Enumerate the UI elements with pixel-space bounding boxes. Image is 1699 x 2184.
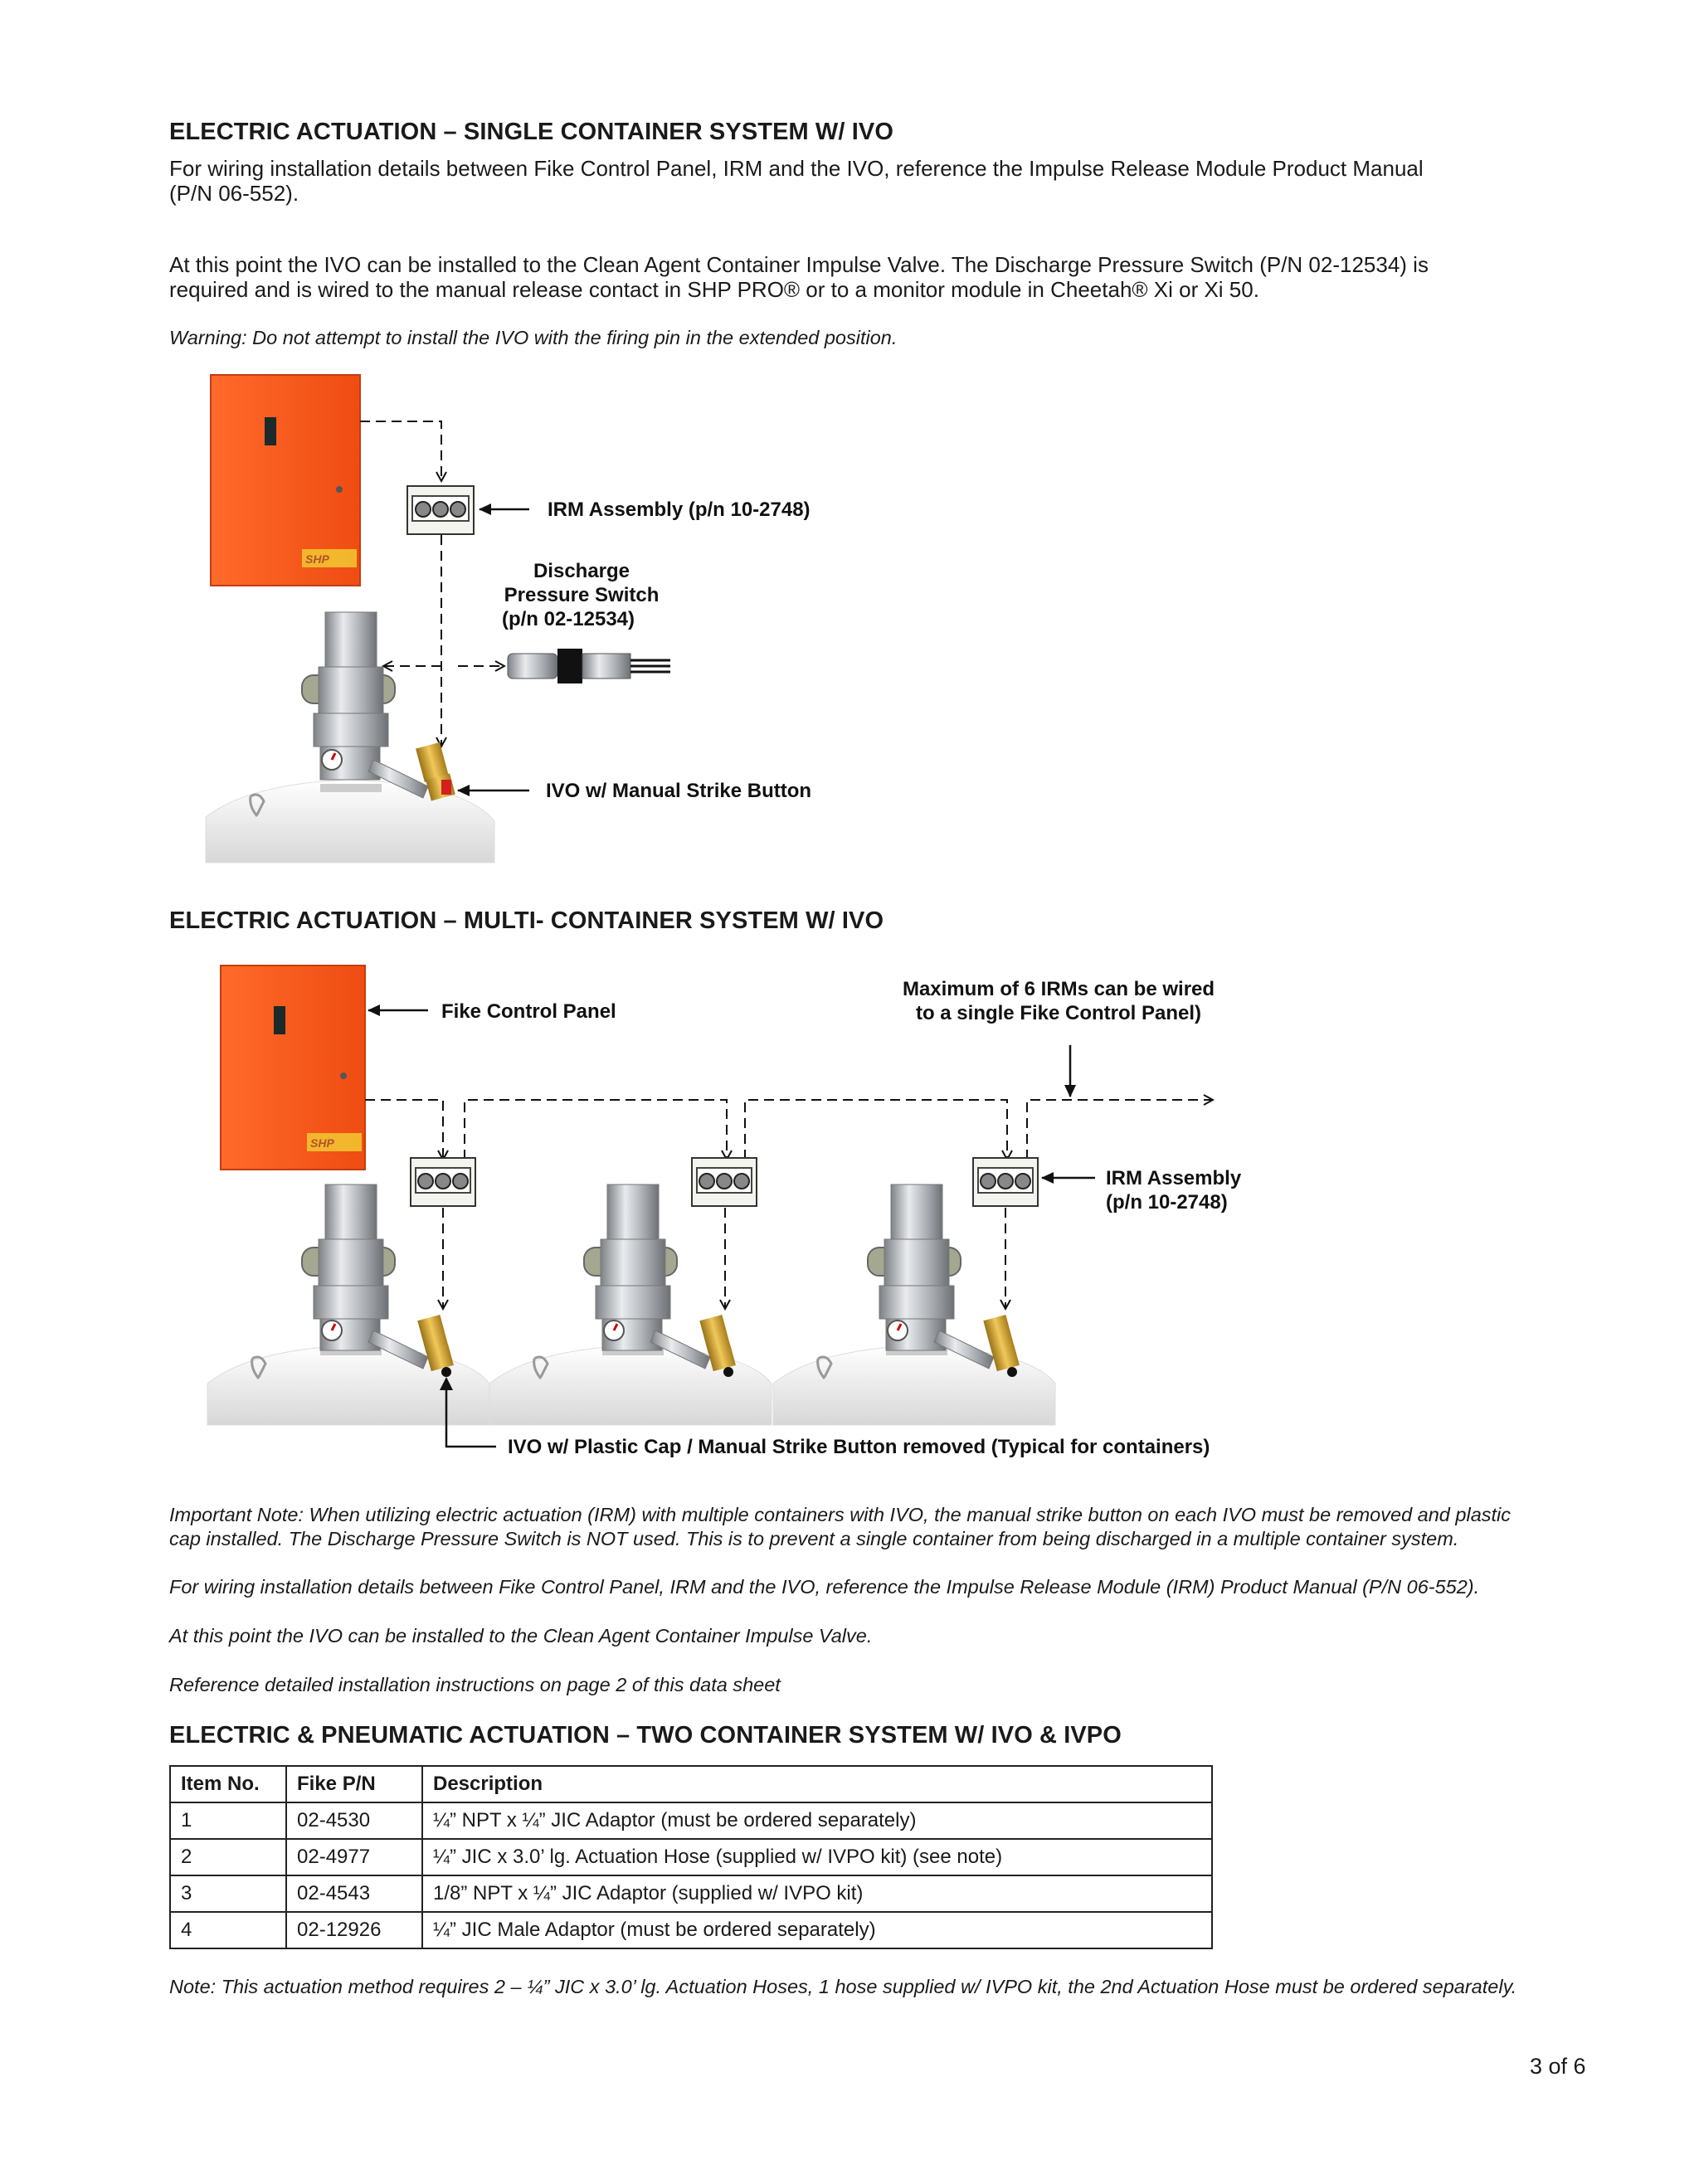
ivo-cap-label: IVO w/ Plastic Cap / Manual Strike Button removed (Typical for containers) xyxy=(508,1436,1210,1458)
cell-pn: 02-4977 xyxy=(286,1839,422,1875)
agent-container-icon xyxy=(206,612,494,863)
panel-label: Fike Control Panel xyxy=(441,1000,616,1023)
table-note: Note: This actuation method requires 2 – ¼” JIC x 3.0’ lg. Actuation Hoses, 1 hose supplied w/ IVPO kit, the 2nd Actuation Hose must be ordered separately. xyxy=(169,1976,1517,1997)
table-row xyxy=(170,1912,1212,1948)
cell-description: 1/8” NPT x ¼” JIC Adaptor (supplied w/ IVPO kit) xyxy=(422,1875,1212,1912)
page-number: 3 of 6 xyxy=(1530,2054,1586,2079)
header-fike-pn: Fike P/N xyxy=(286,1766,422,1802)
fike-control-panel-multi xyxy=(221,966,365,1170)
parts-table xyxy=(169,1765,1213,1949)
wiring-note: For wiring installation details between Fike Control Panel, IRM and the IVO, reference the Impulse Release Module (IRM) Product Manual (P/N 06-552). xyxy=(169,1576,1480,1598)
single-container-diagram xyxy=(0,357,913,871)
pressure-switch-icon xyxy=(508,649,670,683)
max-irms-label-line2: to a single Fike Control Panel) xyxy=(915,1002,1202,1024)
switch-label-line2: Pressure Switch xyxy=(504,584,660,606)
cell-description: ¼” JIC x 3.0’ lg. Actuation Hose (supplied w/ IVPO kit) (see note) xyxy=(422,1839,1212,1875)
agent-container-2 xyxy=(489,1184,772,1425)
irm-label-line2: (p/n 10-2748) xyxy=(1106,1191,1228,1214)
fike-control-panel xyxy=(211,375,360,586)
table-row xyxy=(170,1802,1212,1839)
cell-item: 1 xyxy=(170,1802,286,1839)
section-heading-two-container: ELECTRIC & PNEUMATIC ACTUATION – TWO CONTAINER SYSTEM W/ IVO & IVPO xyxy=(169,1722,1122,1749)
table-row xyxy=(170,1875,1212,1912)
irm-assembly-icon xyxy=(407,486,474,534)
cell-description: ¼” JIC Male Adaptor (must be ordered separately) xyxy=(422,1912,1212,1948)
max-irms-label-line1: Maximum of 6 IRMs can be wired xyxy=(902,978,1215,1000)
cell-item: 2 xyxy=(170,1839,286,1875)
cell-pn: 02-4543 xyxy=(286,1875,422,1912)
table-row xyxy=(170,1839,1212,1875)
irm-assembly-2 xyxy=(692,1158,757,1206)
cell-pn: 02-4530 xyxy=(286,1802,422,1839)
irm-assembly-1 xyxy=(411,1158,475,1206)
header-item-no: Item No. xyxy=(170,1766,286,1802)
reference-note: Reference detailed installation instructions on page 2 of this data sheet xyxy=(169,1674,781,1695)
header-description: Description xyxy=(422,1766,1212,1802)
cell-description: ¼” NPT x ¼” JIC Adaptor (must be ordered separately) xyxy=(422,1802,1212,1839)
ivo-strike-label: IVO w/ Manual Strike Button xyxy=(546,780,812,802)
cell-item: 4 xyxy=(170,1912,286,1948)
agent-container-3 xyxy=(773,1184,1055,1425)
switch-label-line3: (p/n 02-12534) xyxy=(501,608,635,630)
section-heading-single: ELECTRIC ACTUATION – SINGLE CONTAINER SYSTEM W/ IVO xyxy=(169,119,893,145)
irm-assembly-label: IRM Assembly (p/n 10-2748) xyxy=(548,499,811,521)
svg-text:SHP: SHP xyxy=(305,552,329,566)
switch-label-line1: Discharge xyxy=(533,560,630,582)
irm-label-line1: IRM Assembly xyxy=(1106,1167,1242,1189)
multi-container-diagram xyxy=(0,946,1327,1476)
important-note: Important Note: When utilizing electric actuation (IRM) with multiple containers with IVO, the manual strike button on each IVO must be removed and plastic cap installed. The Discharge Pressure Switch is NOT used. This is to prevent a single container from being discharged in a multiple container system. xyxy=(169,1504,1512,1549)
svg-text:SHP: SHP xyxy=(310,1136,334,1150)
irm-assembly-3 xyxy=(973,1158,1038,1206)
cell-item: 3 xyxy=(170,1875,286,1912)
section-heading-multi: ELECTRIC ACTUATION – MULTI- CONTAINER SYSTEM W/ IVO xyxy=(169,907,884,934)
table-header-row xyxy=(170,1766,1212,1802)
warning-text: Warning: Do not attempt to install the IVO with the firing pin in the extended position. xyxy=(169,327,898,348)
installation-paragraph: At this point the IVO can be installed to the Clean Agent Container Impulse Valve. The Discharge Pressure Switch (P/N 02-12534) is required and is wired to the manual release contact in SHP PRO® or to a monitor module in Cheetah® Xi or Xi 50. xyxy=(169,252,1429,302)
wiring-paragraph: For wiring installation details between Fike Control Panel, IRM and the IVO, reference the Impulse Release Module Product Manual (P/N 06-552). xyxy=(169,156,1424,206)
cell-pn: 02-12926 xyxy=(286,1912,422,1948)
install-note: At this point the IVO can be installed to the Clean Agent Container Impulse Valve. xyxy=(169,1625,873,1647)
